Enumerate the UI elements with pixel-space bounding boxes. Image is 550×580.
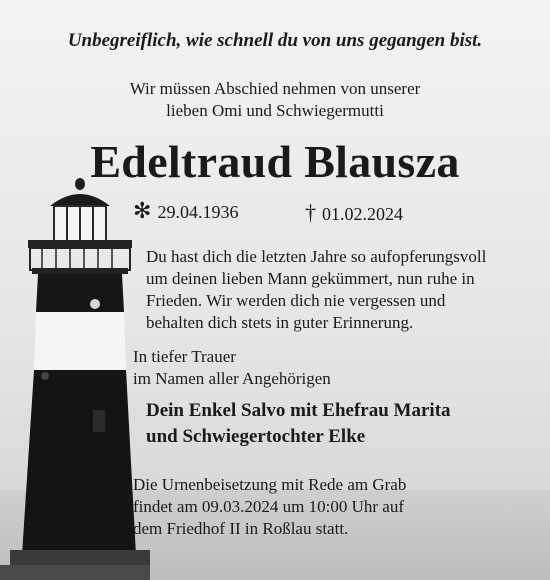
death-cross-icon: †	[305, 200, 316, 225]
motto: Unbegreiflich, wie schnell du von uns gegangen bist.	[67, 30, 483, 51]
death-date: 01.02.2024	[322, 204, 403, 224]
intro-line-1: Wir müssen Abschied nehmen von unserer	[129, 79, 421, 98]
burial-line-2: findet am 09.03.2024 um 10:00 Uhr auf	[133, 497, 405, 516]
message-line-1: Du hast dich die letzten Jahre so aufopferungsvoll	[146, 247, 487, 266]
family-line-2: und Schwiegertochter Elke	[146, 426, 366, 447]
mourning-line-2: im Namen aller Angehörigen	[133, 369, 331, 388]
family-names	[146, 398, 536, 450]
intro-line-2: lieben Omi und Schwiegermutti	[166, 101, 384, 120]
burial-notice	[133, 474, 523, 540]
message-line-2: um deinen lieben Mann gekümmert, nun ruhe in	[146, 269, 475, 288]
family-line-1: Dein Enkel Salvo mit Ehefrau Marita	[146, 400, 451, 421]
mourning-line-1: In tiefer Trauer	[133, 347, 236, 366]
message-line-4: behalten dich stets in guter Erinnerung.	[146, 313, 414, 332]
mourning-text	[133, 346, 513, 390]
birth-date: 29.04.1936	[157, 202, 239, 222]
burial-line-3: dem Friedhof II in Roßlau statt.	[133, 519, 349, 538]
deceased-name: Edeltraud Blausza	[90, 136, 460, 187]
death-info	[305, 200, 403, 226]
burial-line-1: Die Urnenbeisetzung mit Rede am Grab	[133, 475, 407, 494]
personal-message	[146, 246, 526, 334]
intro-text	[0, 78, 550, 122]
message-line-3: Frieden. Wir werden dich nie vergessen und	[146, 291, 446, 310]
birth-info	[133, 198, 238, 224]
birth-star-icon: ✻	[133, 198, 152, 223]
